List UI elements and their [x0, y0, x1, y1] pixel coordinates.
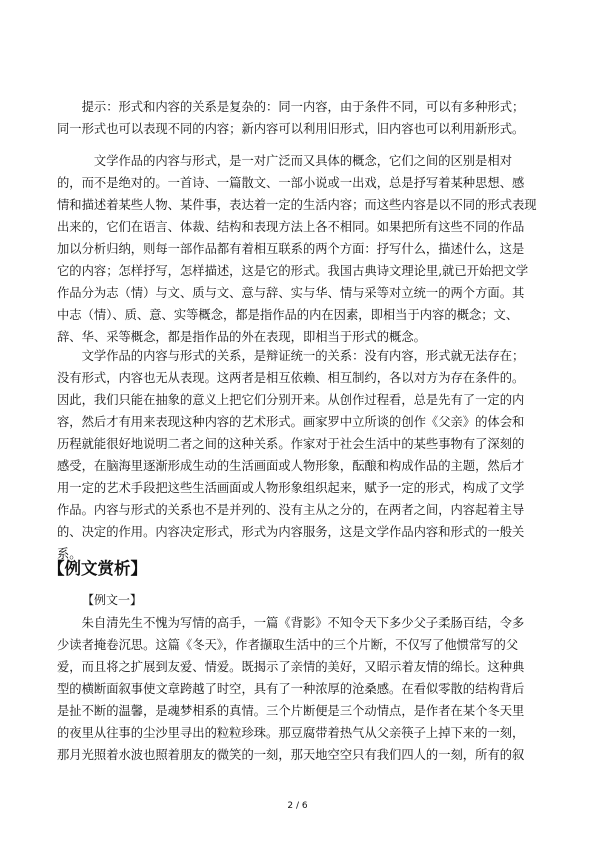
text-line: 型的横断面叙事使文章跨越了时空，具有了一种浓厚的沧桑感。在看似零散的结构背后: [57, 682, 525, 696]
text-line: 加以分析归纳，则每一部作品都有着相互联系的两个方面：抒写什么，描述什么，这是: [57, 242, 525, 256]
example-label: 【例文一】: [82, 593, 143, 607]
section-heading: 【例文赏析】: [48, 559, 147, 578]
text-line: 是扯不断的温馨，是魂梦相系的真情。三个片断便是三个动情点，是作者在某个冬天里: [57, 704, 525, 718]
text-line: 出来的，它们在语言、体裁、结构和表现方法上各不相同。如果把所有这些不同的作品: [57, 220, 525, 234]
text-line: 中志（情）、质、意、实等概念，都是指作品的内在因素，即相当于内容的概念；文、: [57, 308, 519, 322]
text-line: 作品。内容与形式的关系也不是并列的、没有主从之分的，在两者之间，内容起着主导: [57, 503, 525, 517]
text-line: 历程就能很好地说明二者之间的这种关系。作家对于社会生活中的某些事物有了深刻的: [57, 437, 525, 451]
text-line: 没有形式，内容也无从表现。这两者是相互依赖、相互制约，各以对方为存在条件的。: [57, 371, 525, 385]
text-line: 少读者掩卷沉思。这篇《冬天》，作者撷取生活中的三个片断，不仅写了他惯常写的父: [57, 638, 519, 652]
text-line: 爱，而且将之扩展到友爱、情爱。既揭示了亲情的美好，又昭示着友情的绵长。这种典: [57, 660, 525, 674]
text-line: 朱自清先生不愧为写情的高手，一篇《背影》不知令天下多少父子柔肠百结，令多: [57, 616, 525, 630]
text-line: 用一定的艺术手段把这些生活画面或人物形象组织起来，赋予一定的形式，构成了文学: [57, 481, 525, 495]
text-line: 因此，我们只能在抽象的意义上把它们分别开来。从创作过程看，总是先有了一定的内: [57, 393, 525, 407]
text-line: 感受，在脑海里逐渐形成生动的生活画面或人物形象，酝酿和构成作品的主题，然后才: [57, 459, 525, 473]
text-line: 的夜里从往事的尘沙里寻出的粒粒珍珠。那豆腐带着热气从父亲筷子上掉下来的一刻，: [57, 726, 525, 740]
text-line: 容，然后才有用来表现这种内容的艺术形式。画家罗中立所谈的创作《父亲》的体会和: [57, 415, 525, 429]
text-line: 提示：形式和内容的关系是复杂的：同一内容，由于条件不同，可以有多种形式；: [57, 100, 525, 114]
page-number: 2 / 6: [287, 801, 308, 811]
text-line: 它的内容；怎样抒写，怎样描述，这是它的形式。我国古典诗文理论里,就已开始把文学: [57, 264, 529, 278]
text-line: 辞、华、采等概念，都是指作品的外在表现，即相当于形式的概念。: [57, 330, 426, 344]
text-line: 系。: [57, 547, 82, 561]
text-line: 的，而不是绝对的。一首诗、一篇散文、一部小说或一出戏，总是抒写着某种思想、感: [57, 176, 525, 190]
text-line: 那月光照着水波也照着朋友的微笑的一刻，那天地空空只有我们四人的一刻，所有的叙: [57, 748, 525, 762]
text-line: 的、决定的作用。内容决定形式，形式为内容服务，这是文学作品内容和形式的一般关: [57, 525, 525, 539]
text-line: 情和描述着某些人物、某件事，表达着一定的生活内容；而这些内容是以不同的形式表现: [57, 198, 537, 212]
text-line: 文学作品的内容与形式，是一对广泛而又具体的概念，它们之间的区别是相对: [57, 154, 512, 168]
text-line: 作品分为志（情）与文、质与文、意与辞、实与华、情与采等对立统一的两个方面。其: [57, 286, 525, 300]
text-line: 文学作品的内容与形式的关系，是辩证统一的关系：没有内容，形式就无法存在；: [57, 349, 525, 363]
text-line: 同一形式也可以表现不同的内容；新内容可以利用旧形式，旧内容也可以利用新形式。: [57, 122, 525, 136]
